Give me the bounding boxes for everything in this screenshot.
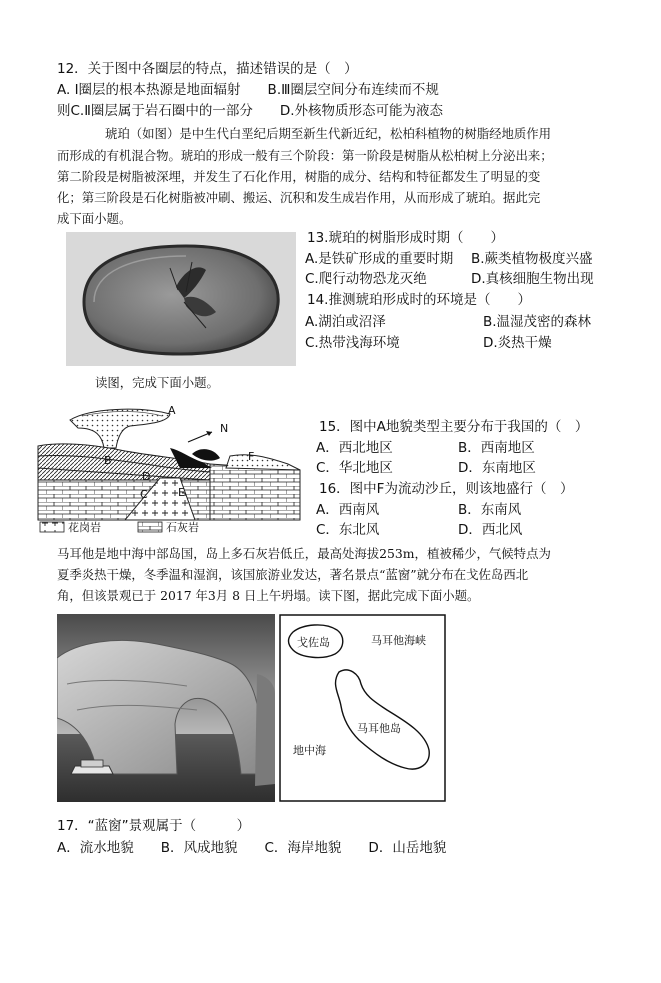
amber-para-line-5: 成下面小题。 bbox=[57, 211, 132, 226]
q15-option-a: A．西北地区 bbox=[316, 440, 393, 456]
label-f: F bbox=[248, 450, 255, 463]
label-c: C bbox=[140, 488, 148, 501]
label-n: N bbox=[220, 422, 229, 435]
amber-photo bbox=[66, 232, 296, 366]
amber-para-line-3: 第二阶段是树脂被深埋，并发生了石化作用，树脂的成分、结构和特征都发生了明显的变 bbox=[57, 169, 541, 184]
q14-option-d: D.炎热干燥 bbox=[483, 335, 552, 351]
q14-option-c: C.热带浅海环境 bbox=[305, 335, 400, 351]
label-b: B bbox=[104, 454, 112, 467]
legend-limestone: 石灰岩 bbox=[166, 521, 199, 534]
map-strait-label: 马耳他海峡 bbox=[371, 634, 426, 647]
landform-intro: 读图，完成下面小题。 bbox=[95, 375, 219, 390]
landform-diagram bbox=[30, 398, 310, 538]
q15-option-c: C．华北地区 bbox=[316, 460, 393, 476]
amber-para-line-4: 化；第三阶段是石化树脂被冲刷、搬运、沉积和发生成岩作用，从而形成了琥珀。据此完 bbox=[57, 190, 541, 205]
q12-options-cd: 则C.Ⅱ圈层属于岩石圈中的一部分 D.外核物质形态可能为液态 bbox=[57, 103, 444, 119]
q15-option-d: D．东南地区 bbox=[458, 460, 536, 476]
label-d: D bbox=[142, 470, 151, 483]
q16-option-a: A．西南风 bbox=[316, 502, 380, 518]
amber-para-line-2: 而形成的有机混合物。琥珀的形成一般有三个阶段：第一阶段是树脂从松柏树上分泌出来； bbox=[57, 148, 553, 163]
q13-option-a: A.是铁矿形成的重要时期 bbox=[305, 251, 454, 267]
limestone-legend-swatch bbox=[138, 522, 162, 532]
q15-stem: 15．图中A地貌类型主要分布于我国的（ ） bbox=[319, 419, 589, 435]
q13-option-d: D.真核细胞生物出现 bbox=[471, 271, 594, 287]
q17-stem: 17．“蓝窗”景观属于（ ） bbox=[57, 818, 251, 834]
granite-legend-swatch bbox=[40, 522, 64, 532]
azure-window-photo bbox=[57, 614, 275, 802]
label-a: A bbox=[168, 404, 176, 417]
q15-option-b: B．西南地区 bbox=[458, 440, 535, 456]
legend-granite: 花岗岩 bbox=[68, 521, 101, 534]
q12-stem: 12．关于图中各圈层的特点，描述错误的是（ ） bbox=[57, 61, 358, 77]
q13-stem: 13.琥珀的树脂形成时期（ ） bbox=[307, 230, 504, 246]
q16-stem: 16．图中F为流动沙丘，则该地盛行（ ） bbox=[319, 481, 574, 497]
q12-options-ab: A. Ⅰ圈层的根本热源是地面辐射 B.Ⅲ圈层空间分布连续而不规 bbox=[57, 82, 439, 98]
q16-option-b: B．东南风 bbox=[458, 502, 522, 518]
malta-para-line-2: 夏季炎热干燥，冬季温和湿润，该国旅游业发达，著名景点“蓝窗”就分布在戈佐岛西北 bbox=[57, 567, 529, 582]
q13-option-b: B.蕨类植物极度兴盛 bbox=[471, 251, 593, 267]
map-gozo-label: 戈佐岛 bbox=[297, 636, 330, 649]
q14-option-b: B.温湿茂密的森林 bbox=[483, 314, 592, 330]
amber-para-line-1: 琥珀（如图）是中生代白垩纪后期至新生代新近纪，松柏科植物的树脂经地质作用 bbox=[105, 126, 552, 141]
q16-option-c: C．东北风 bbox=[316, 522, 380, 538]
malta-para-line-3: 角，但该景观已于 2017 年3月 8 日上午坍塌。读下图，据此完成下面小题。 bbox=[57, 588, 480, 603]
map-malta-island-label: 马耳他岛 bbox=[357, 722, 401, 735]
q13-option-c: C.爬行动物恐龙灭绝 bbox=[305, 271, 427, 287]
q14-option-a: A.湖泊或沼泽 bbox=[305, 314, 386, 330]
malta-map bbox=[279, 614, 446, 802]
map-sea-label: 地中海 bbox=[293, 744, 326, 757]
malta-para-line-1: 马耳他是地中海中部岛国，岛上多石灰岩低丘，最高处海拔253m，植被稀少，气候特点为 bbox=[57, 546, 551, 561]
q17-options: A．流水地貌 B．风成地貌 C．海岸地貌 D．山岳地貌 bbox=[57, 840, 447, 856]
label-e: E bbox=[178, 486, 185, 499]
q16-option-d: D．西北风 bbox=[458, 522, 523, 538]
q14-stem: 14.推测琥珀形成时的环境是（ ） bbox=[307, 292, 531, 308]
